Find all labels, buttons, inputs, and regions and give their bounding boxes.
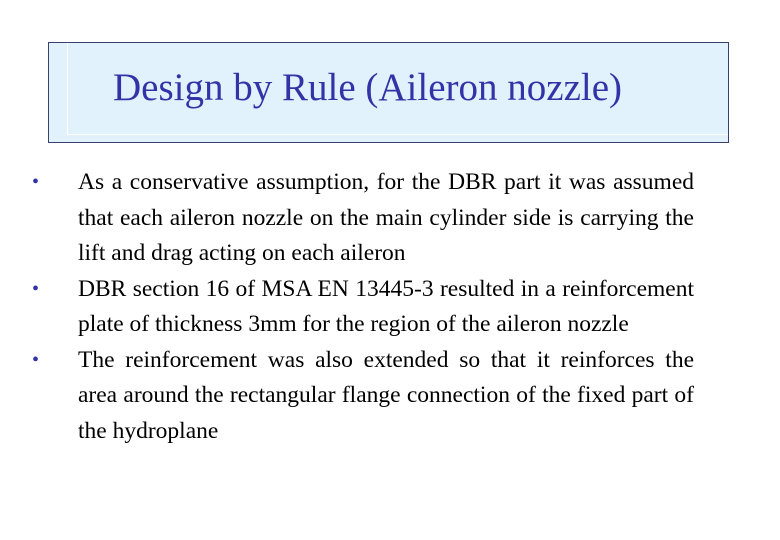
slide-title: Design by Rule (Aileron nozzle): [113, 66, 623, 109]
bullet-text: As a conservative assumption, for the DBR part it was assumed that each aileron nozzle on the main cylinder side is carrying the lift and drag acting on each aileron: [78, 169, 694, 266]
bullet-dot-icon: •: [32, 277, 40, 300]
bullet-item: [32, 165, 694, 272]
bullet-item: [32, 343, 694, 450]
bullet-item: [32, 272, 694, 343]
bullet-text: The reinforcement was also extended so that it reinforces the area around the rectangular flange connection of the fixed part of the hydroplane: [78, 346, 694, 444]
bullet-text: DBR section 16 of MSA EN 13445-3 resulted in a reinforcement plate of thickness 3mm for the region of the aileron nozzle: [78, 275, 694, 337]
bullet-list: [32, 165, 694, 449]
bullet-dot-icon: •: [32, 171, 40, 193]
title-box: [48, 42, 729, 143]
bullet-dot-icon: •: [32, 348, 40, 371]
title-box-inner-line-horizontal: [67, 134, 728, 135]
title-box-inner-line-vertical: [67, 43, 68, 134]
